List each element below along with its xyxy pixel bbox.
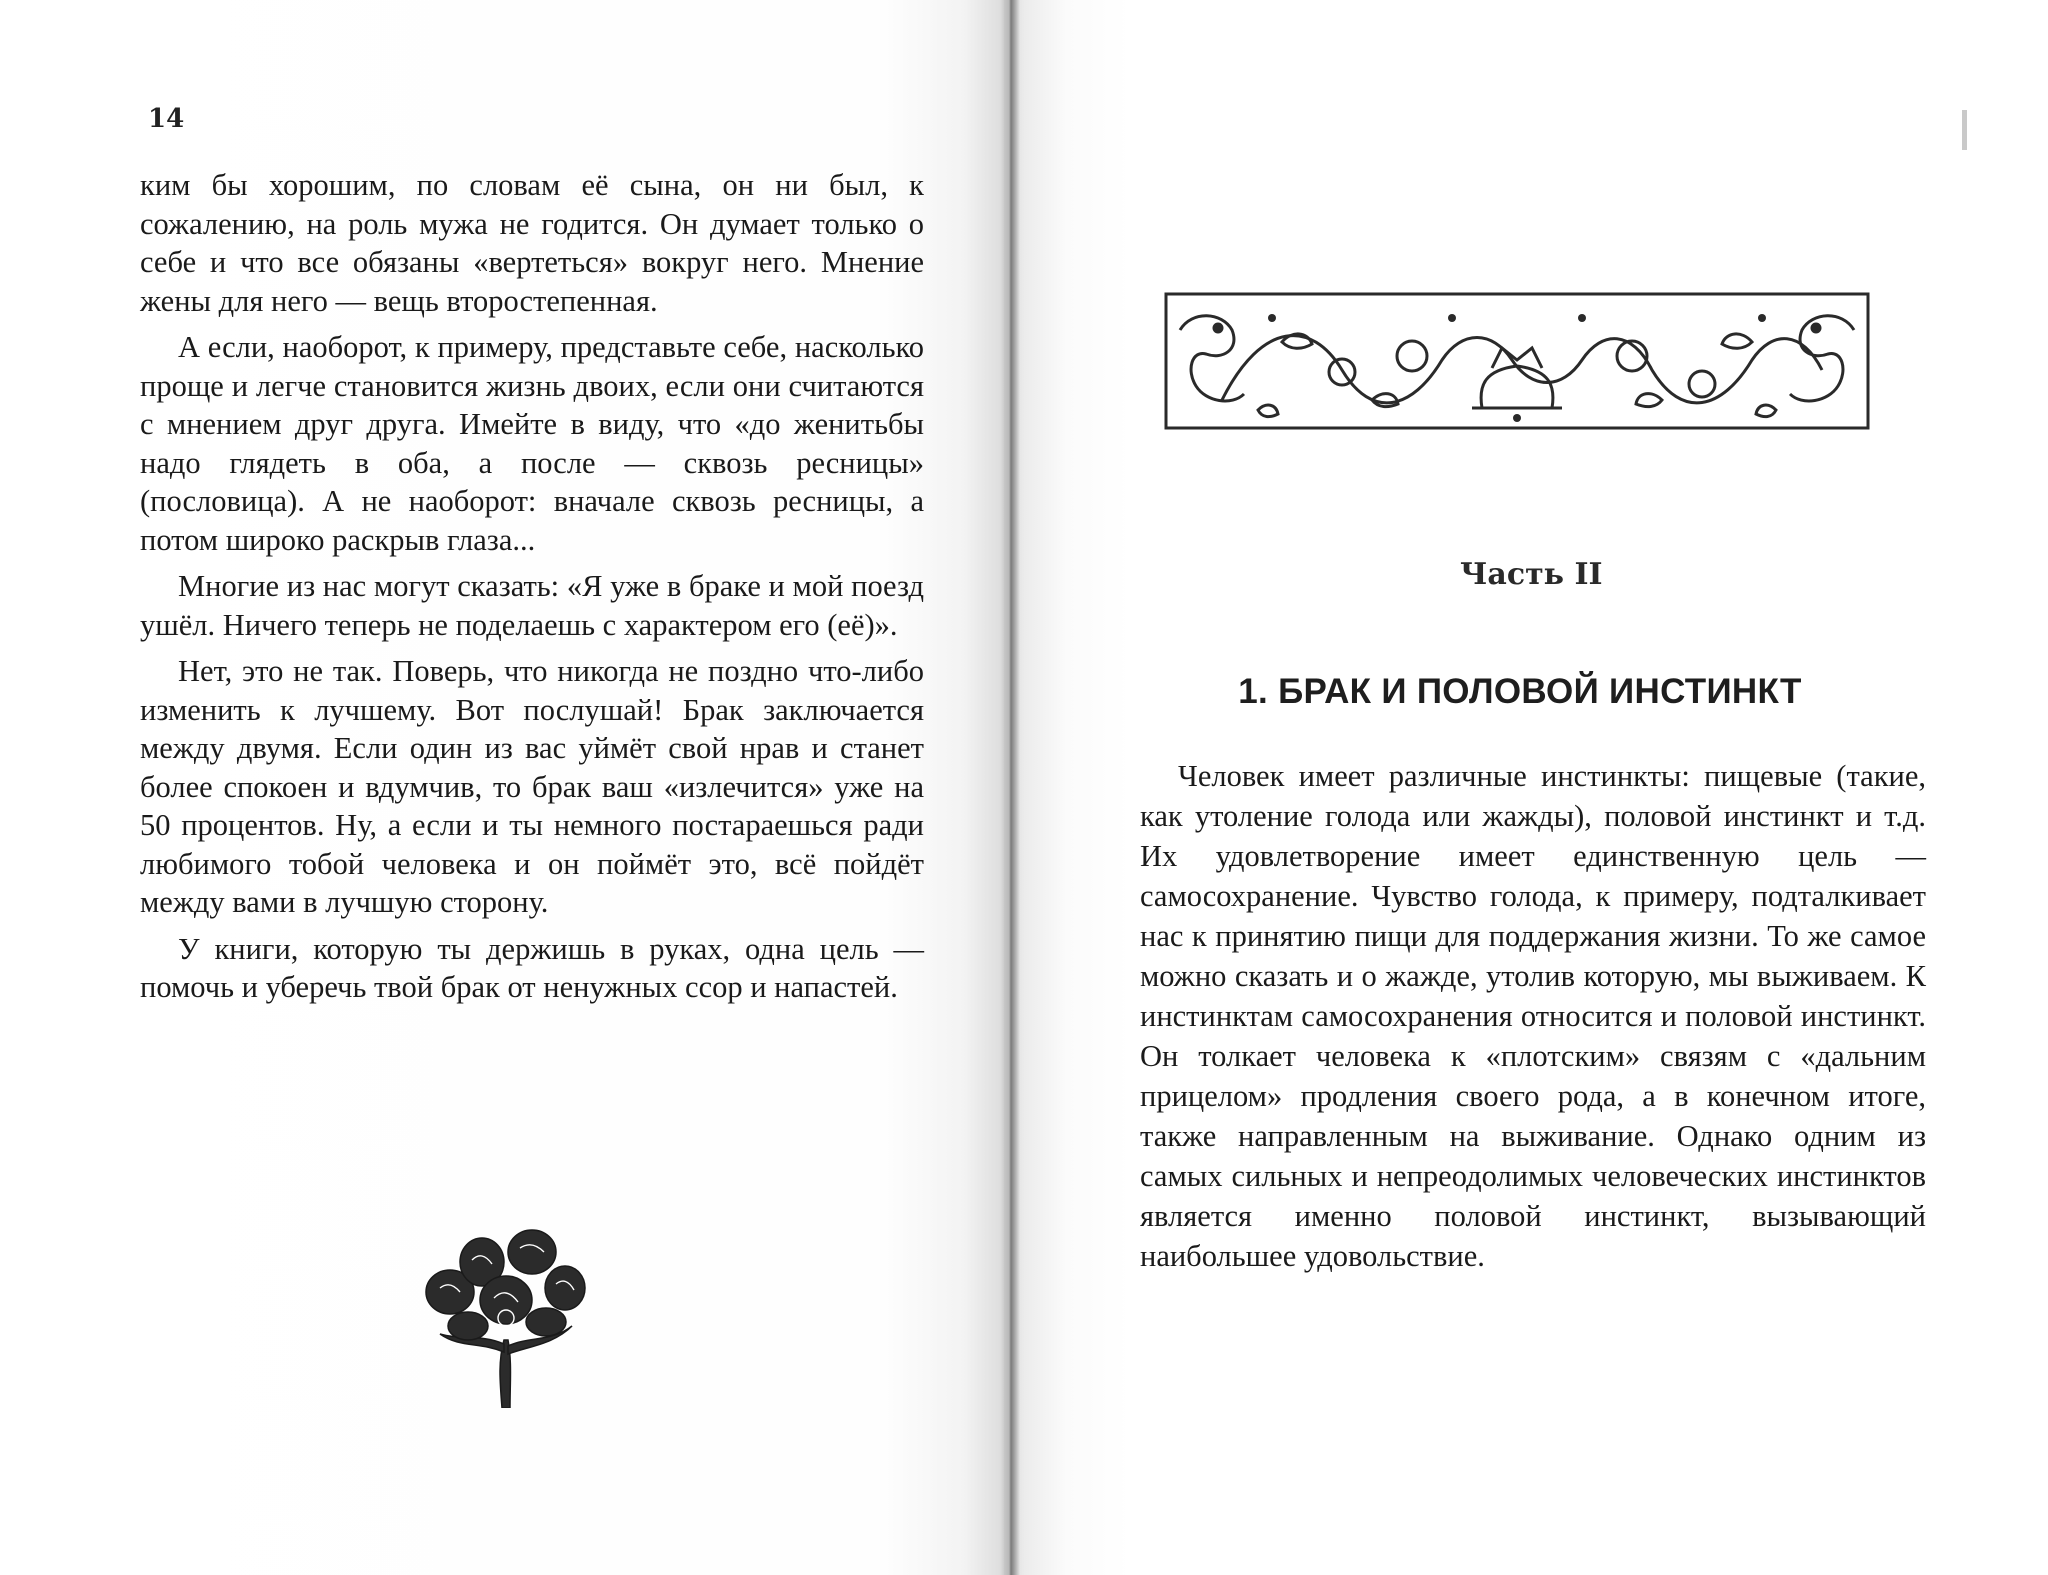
paragraph: Человек имеет различные инстинкты: пищевые (такие, как утоление голода или жажды), половой инстинкт и т.д. Их удовлетворение имеет единственную цель — самосохранение. Чувство голода, к примеру, подталкивает нас к принятию пищи для поддержания жизни. То же самое можно сказать и о жажде, утолив которую, мы выживаем. К инстинктам самосохранения относится и половой инстинкт. Он толкает человека к «плотским» связям с «дальним прицелом» продления своего рода, а в конечном итоге, также направленным на выживание. Однако одним из самых сильных и непреодолимых человеческих инстинктов является именно половой инстинкт, вызывающий наибольшее удовольствие. — [1140, 759, 1926, 1273]
left-page-body — [140, 166, 924, 1015]
page-number: 14 — [148, 104, 185, 134]
tree-vignette-illustration — [420, 1222, 590, 1408]
book-gutter — [1000, 0, 1020, 1575]
paragraph: А если, наоборот, к примеру, представьте себе, насколько проще и легче становится жизнь двоих, если они считаются с мнением друг друга. Имейте в виду, что «до женитьбы надо глядеть в оба, а после — сквозь ресницы» (пословица). А не наоборот: вначале сквозь ресницы, а потом широко раскрыв глаза... — [140, 330, 924, 557]
page-edge-mark — [1962, 110, 1967, 150]
left-page — [0, 0, 1004, 1575]
paragraph: Многие из нас могут сказать: «Я уже в браке и мой поезд ушёл. Ничего теперь не поделаешь с характером его (её)». — [140, 569, 924, 642]
right-page-body — [1140, 756, 1926, 1276]
paragraph: ким бы хорошим, по словам её сына, он ни был, к сожалению, на роль мужа не годится. Он думает только о себе и что все обязаны «вертеться» вокруг него. Мнение жены для него — вещь второстепенная. — [140, 168, 924, 318]
paragraph: У книги, которую ты держишь в руках, одна цель — помочь и уберечь твой брак от ненужных ссор и напастей. — [140, 931, 924, 1004]
part-label: Часть II — [1460, 557, 1603, 592]
chapter-title: 1. БРАК И ПОЛОВОЙ ИНСТИНКТ — [1238, 672, 1802, 711]
paragraph: Нет, это не так. Поверь, что никогда не поздно что-либо изменить к лучшему. Вот послушай! Брак заключается между двумя. Если один из вас уймёт свой нрав и станет более спокоен и вдумчив, то брак ваш «излечится» уже на 50 процентов. Ну, а если и ты немного постараешься ради любимого тобой человека и он поймёт это, всё пойдёт между вами в лучшую сторону. — [140, 654, 924, 919]
ornament-header-band — [1162, 290, 1872, 436]
